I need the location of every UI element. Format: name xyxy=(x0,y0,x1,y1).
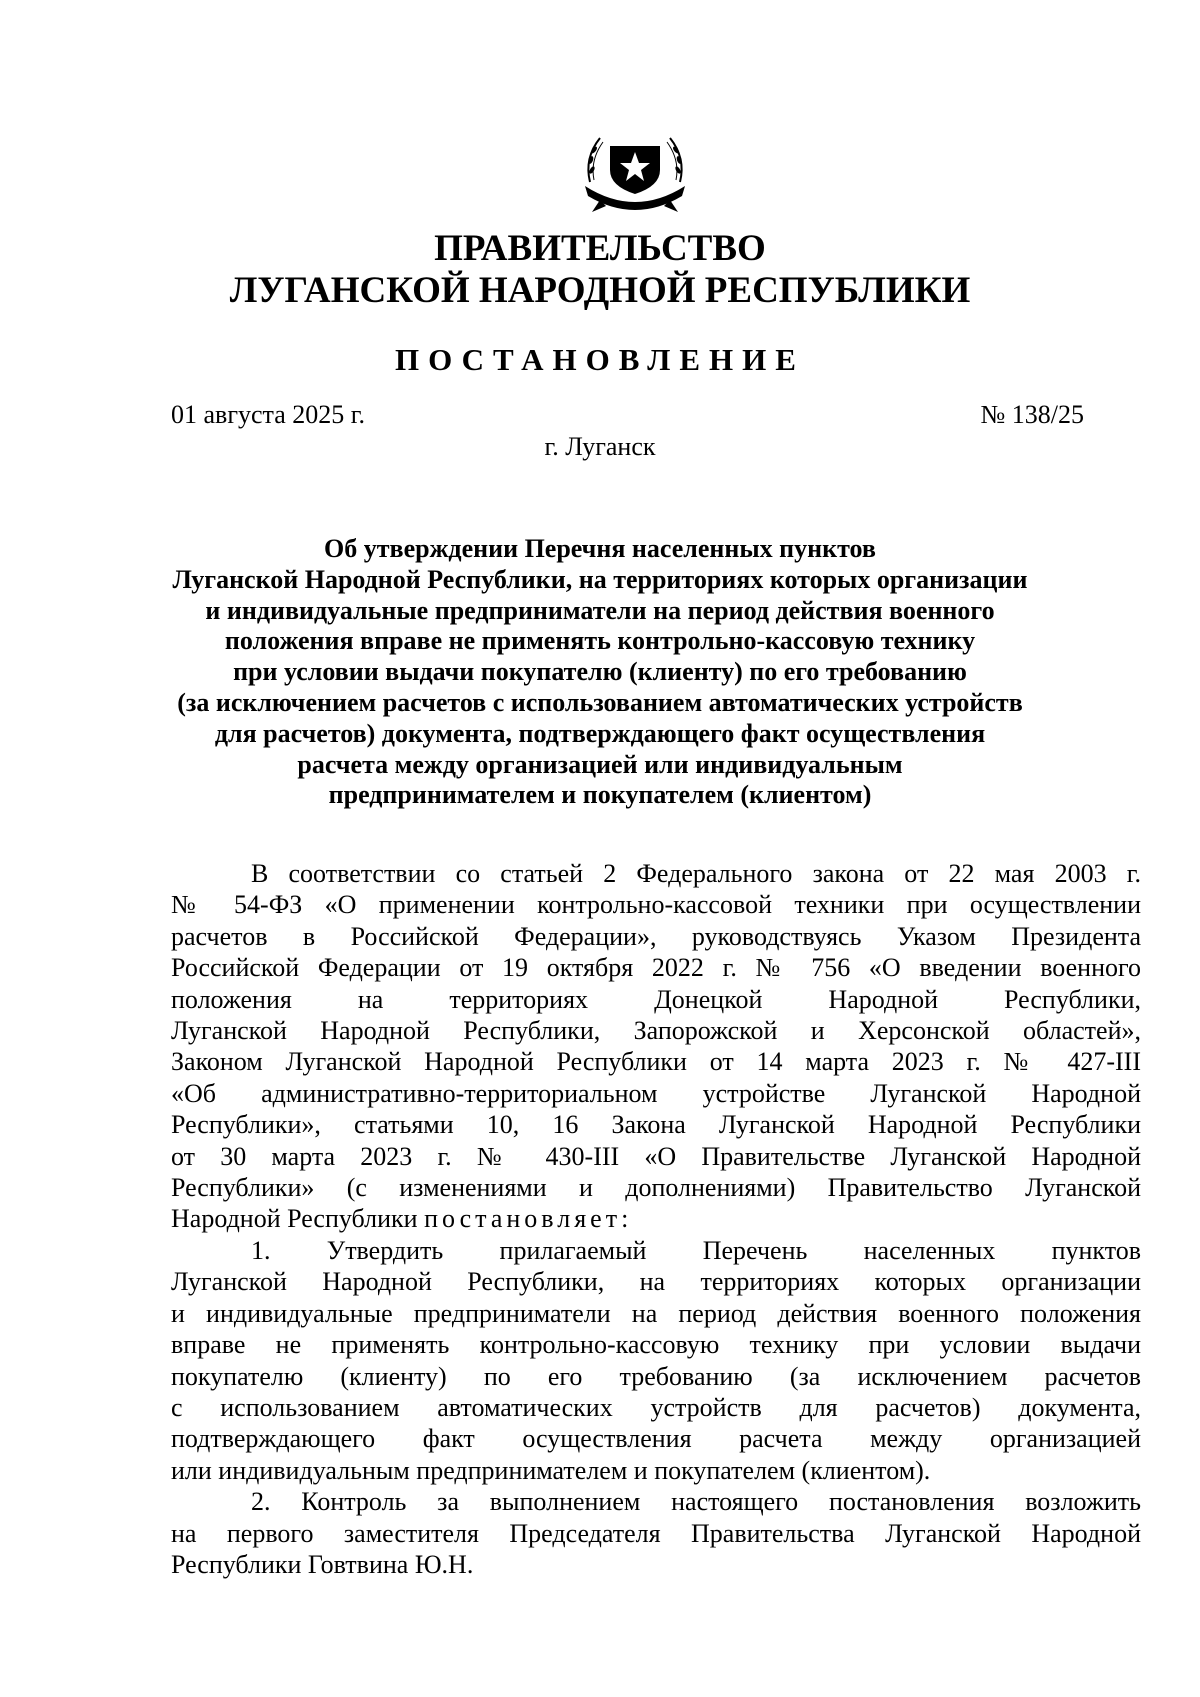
item-line: 2. Контроль за выполнением настоящего постановления возложить xyxy=(251,1487,1141,1517)
decree-operative-word: постановляет: xyxy=(424,1204,633,1234)
preamble-line: Российской Федерации от 19 октября 2022 г. № 756 «О введении военного xyxy=(171,953,1141,983)
preamble-line: положения на территориях Донецкой Народной Республики, xyxy=(171,984,1141,1014)
preamble-line: Республики» (с изменениями и дополнениями) Правительство Луганской xyxy=(171,1173,1141,1203)
item-line: подтверждающего факт осуществления расчета между организацией xyxy=(171,1424,1141,1454)
preamble-line: от 30 марта 2023 г. № 430-III «О Правительстве Луганской Народной xyxy=(171,1141,1141,1171)
preamble-line: В соответствии со статьей 2 Федерального закона от 22 мая 2003 г. xyxy=(251,859,1141,888)
state-emblem-icon xyxy=(570,120,700,220)
subject-line: и индивидуальные предприниматели на период действия военного xyxy=(205,595,995,625)
item-line: Республики Говтвина Ю.Н. xyxy=(171,1549,474,1579)
item-2-paragraph xyxy=(171,1486,1141,1580)
government-title-line-2: ЛУГАНСКОЙ НАРОДНОЙ РЕСПУБЛИКИ xyxy=(229,270,971,311)
preamble-paragraph xyxy=(171,858,1141,1235)
preamble-line: Республики», статьями 10, 16 Закона Луганской Народной Республики xyxy=(171,1110,1141,1140)
subject-line: для расчетов) документа, подтверждающего факт осуществления xyxy=(214,718,986,748)
preamble-closing-prefix: Народной Республики xyxy=(171,1204,425,1234)
item-line: Луганской Народной Республики, на территориях которых организации xyxy=(171,1267,1141,1297)
government-title-line-1: ПРАВИТЕЛЬСТВО xyxy=(434,228,766,269)
subject-line: Луганской Народной Республики, на территориях которых организации xyxy=(172,564,1028,594)
decree-body xyxy=(171,858,1141,1580)
preamble-line: «Об административно-территориальном устройстве Луганской Народной xyxy=(171,1078,1141,1108)
item-line: на первого заместителя Председателя Правительства Луганской Народной xyxy=(171,1518,1141,1548)
item-line: 1. Утвердить прилагаемый Перечень населенных пунктов xyxy=(251,1235,1141,1265)
item-1-paragraph xyxy=(171,1235,1141,1486)
item-line: с использованием автоматических устройств для расчетов) документа, xyxy=(171,1392,1141,1422)
decree-city: г. Луганск xyxy=(544,432,656,461)
subject-line: Об утверждении Перечня населенных пунктов xyxy=(324,534,876,563)
decree-subject xyxy=(130,534,1070,811)
preamble-line: № 54-ФЗ «О применении контрольно-кассовой техники при осуществлении xyxy=(171,890,1141,920)
subject-line: при условии выдачи покупателю (клиенту) по его требованию xyxy=(233,657,967,687)
decree-number: № 138/25 xyxy=(980,400,1084,429)
preamble-line: Луганской Народной Республики, Запорожской и Херсонской областей», xyxy=(171,1016,1141,1046)
preamble-line: Законом Луганской Народной Республики от 14 марта 2023 г. № 427-III xyxy=(171,1047,1141,1077)
government-title xyxy=(0,228,1200,312)
item-line: покупателю (клиенту) по его требованию (за исключением расчетов xyxy=(171,1361,1141,1391)
subject-line: предпринимателем и покупателем (клиентом) xyxy=(328,780,872,810)
document-type-heading: ПОСТАНОВЛЕНИЕ xyxy=(395,342,805,377)
preamble-line: расчетов в Российской Федерации», руководствуясь Указом Президента xyxy=(171,921,1141,951)
preamble-closing-line xyxy=(171,1203,1141,1234)
decree-date: 01 августа 2025 г. xyxy=(171,400,365,429)
subject-line: расчета между организацией или индивидуальным xyxy=(297,749,903,779)
item-line: или индивидуальным предпринимателем и покупателем (клиентом). xyxy=(171,1455,931,1485)
item-line: и индивидуальные предприниматели на период действия военного положения xyxy=(171,1298,1141,1328)
item-line: вправе не применять контрольно-кассовую технику при условии выдачи xyxy=(171,1330,1141,1360)
subject-line: (за исключением расчетов с использованием автоматических устройств xyxy=(177,687,1023,717)
subject-line: положения вправе не применять контрольно-кассовую технику xyxy=(224,626,976,656)
